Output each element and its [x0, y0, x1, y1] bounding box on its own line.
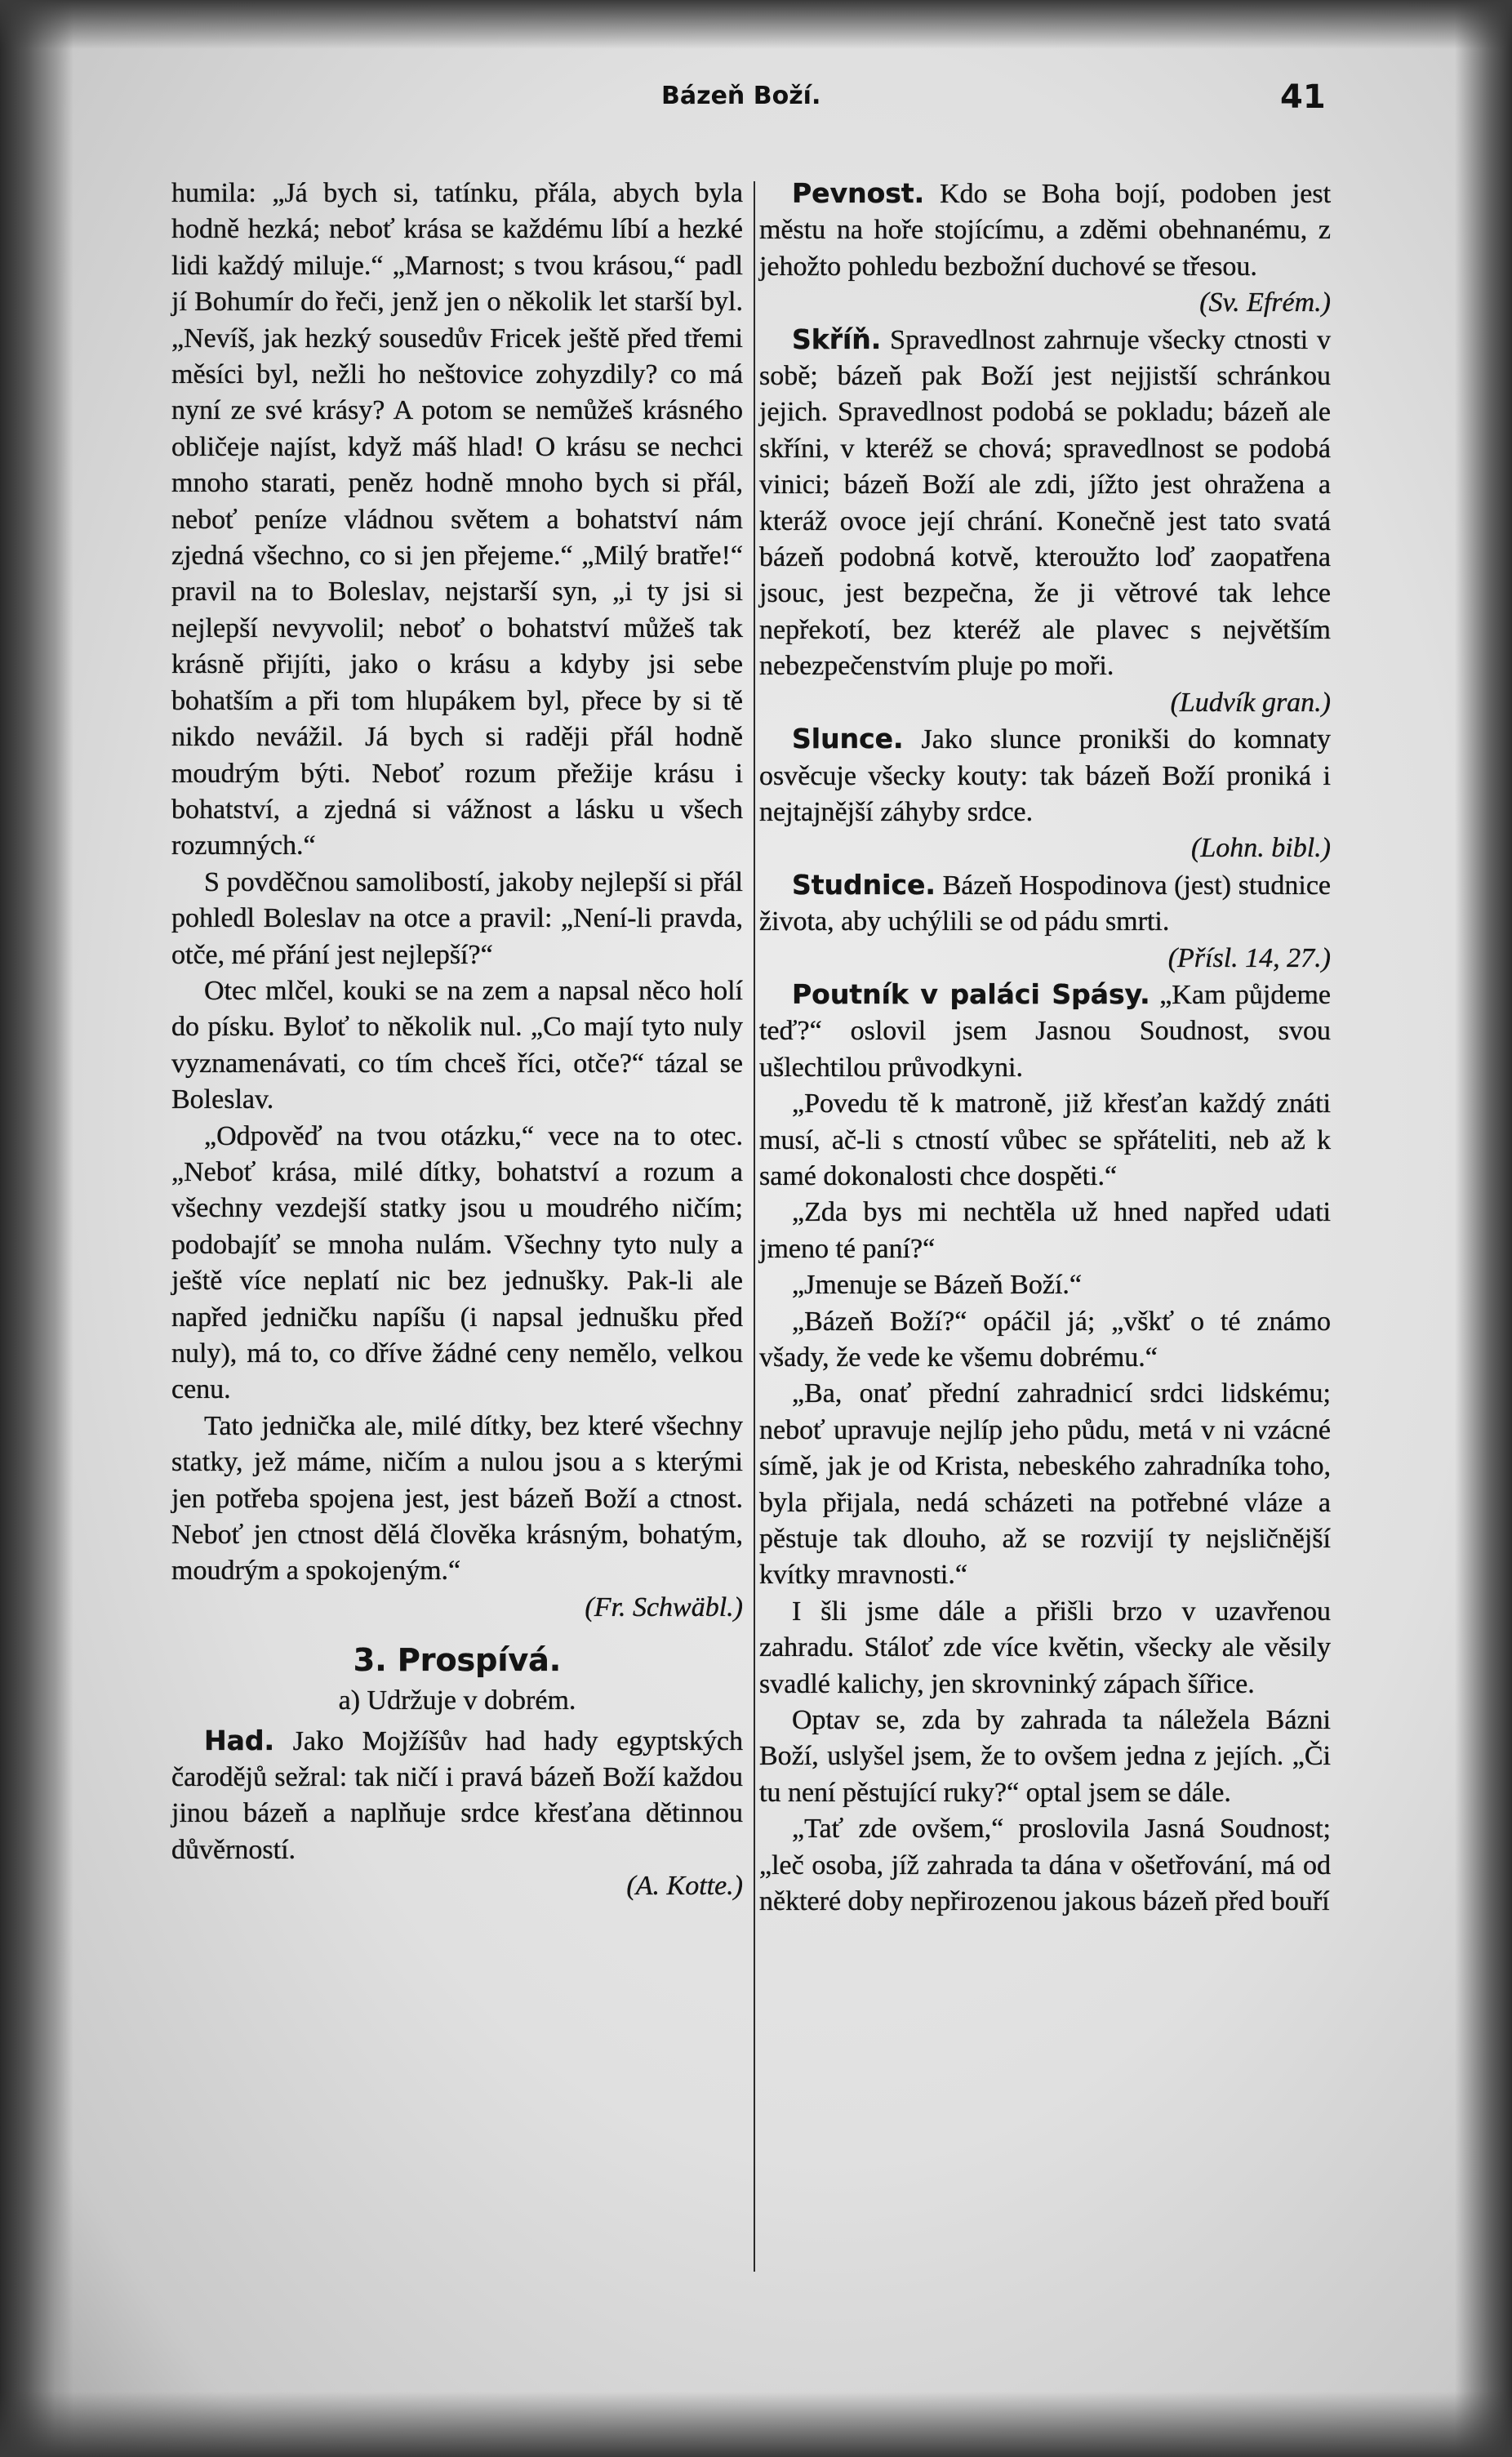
paragraph: S povděčnou samolibostí, jakoby nejlepší si přál pohledl Boleslav na otce a pravil: „Není-li pravda, otče, mé přání jest nejlepší?“: [171, 866, 743, 970]
source-citation: (Fr. Schwäbl.): [585, 1591, 743, 1622]
paragraph: „Ba, onať přední zahradnicí srdci lidskému; neboť upravuje nejlíp jeho půdu, metá v ni vzácné símě, jak je od Krista, nebeského zahradníka toho, byla přijala, nedá scházeti na potřebné vláze a pěstuje tak dlouho, až se rozvijí ty nejsličnější kvítky mravnosti.“: [759, 1378, 1331, 1591]
paragraph: „Povedu tě k matroně, již křesťan každý znáti musí, ač-li s ctností vůbec se spřáteliti, neb až k samé dokonalosti chce dospěti.“: [759, 1088, 1331, 1191]
source-citation: (A. Kotte.): [626, 1871, 743, 1902]
entry-keyword: Pevnost.: [792, 177, 925, 209]
entry-poutnik: [759, 977, 1331, 1086]
column-divider: [754, 181, 755, 2272]
bottom-shadow: [0, 2392, 1512, 2457]
paragraph: „Jmenuje se Bázeň Boží.“: [792, 1270, 1082, 1301]
entry-had: [171, 1723, 743, 1869]
entry-text: Jako Mojžíšův had hady egyptských čarodějů sežral: tak ničí i pravá bázeň Boží každou jinou bázeň a naplňuje srdce křesťana dětinnou důvěrností.: [171, 1725, 744, 1865]
right-shadow: [1455, 0, 1512, 2457]
source-citation: (Sv. Efrém.): [1199, 287, 1331, 318]
source-citation: (Přísl. 14, 27.): [1167, 942, 1331, 973]
paragraph: „Zda bys mi nechtěla už hned napřed udati jmeno té paní?“: [759, 1197, 1331, 1264]
entry-slunce: [759, 721, 1331, 830]
paragraph: Otec mlčel, kouki se na zem a napsal něco holí do písku. Byloť to několik nul. „Co mají tyto nuly vyznamenávati, co tím chceš říci, otče?“ tázal se Boleslav.: [171, 975, 743, 1115]
source-citation: (Lohn. bibl.): [1191, 833, 1331, 864]
entry-studnice: [759, 867, 1331, 941]
entry-text: Kdo se Boha bojí, podoben jest městu na hoře stojícímu, a zděmi obehnanému, z jehožto pohledu bezbožní duchové se třesou.: [759, 179, 1332, 282]
paragraph: Optav se, zda by zahrada ta náležela Bázni Boží, uslyšel jsem, že to ovšem jedna z jejích. „Či tu není pěstující ruky?“ optal jsem se dále.: [759, 1705, 1331, 1808]
entry-text: Bázeň Hospodinova (jest) studnice života, aby uchýlili se od pádu smrti.: [759, 870, 1332, 937]
section-title: 3. Prospívá.: [353, 1642, 562, 1679]
paragraph: „Bázeň Boží?“ opáčil já; „vškť o té známo všady, že vede ke všemu dobrému.“: [759, 1306, 1331, 1373]
left-shadow: [0, 0, 73, 2457]
paragraph: I šli jsme dále a přišli brzo v uzavřenou zahradu. Stáloť zde více květin, všecky ale věsily svadlé kalichy, jen skrovninký zápach šířice.: [759, 1596, 1331, 1699]
right-column: [759, 176, 1331, 1921]
paragraph: Tato jednička ale, milé dítky, bez které všechny statky, jež máme, ničím a nulou jsou a s kterými jen potřeba spojena jest, jest bázeň Boží a ctnost. Neboť jen ctnost dělá člověka krásným, bohatým, moudrým a spokojeným.“: [171, 1410, 743, 1587]
entry-keyword: Poutník v paláci Spásy.: [792, 977, 1150, 1010]
left-column: [171, 176, 743, 1905]
entry-text: Spravedlnost zahrnuje všecky ctnosti v sobě; bázeň pak Boží jest nejjistší schránkou jejich. Spravedlnost podobá se pokladu; bázeň ale skříni, v kteréž se chová; spravedlnost se podobá vinici; bázeň Boží ale zdi, jížto jest ohražena a kteráž ovoce její chrání. Konečně jest tato svatá bázeň podobná kotvě, kteroužto loď zaopatřena jsouc, jest bezpečna, že ji větrové tak lehce nepřekotí, bez kteréž ale plavec s největším nebezpečenstvím pluje po moři.: [759, 324, 1332, 682]
entry-pevnost: [759, 176, 1331, 285]
running-head: Bázeň Boží.: [661, 82, 821, 110]
entry-text: Jako slunce pronikši do komnaty osvěcuje všecky kouty: tak bázeň Boží proniká i nejtajnější záhyby srdce.: [759, 724, 1331, 827]
entry-keyword: Studnice.: [792, 868, 936, 901]
paragraph: „Tať zde ovšem,“ proslovila Jasná Soudnost; „leč osoba, jíž zahrada ta dána v ošetřování, má od některé doby nepřirozenou jakous bázeň před bouří: [759, 1814, 1331, 1917]
paragraph: humila: „Já bych si, tatínku, přála, abych byla hodně hezká; neboť krása se každému líbí a hezké lidi každý miluje.“ „Marnost; s tvou krásou,“ padl jí Bohumír do řeči, jenž jen o několik let starší byl. „Nevíš, jak hezký sousedův Fricek ještě před třemi měsíci byl, nežli ho neštovice zohyzdily? co má nyní ze své krásy? A potom se nemůžeš krásného obličeje najíst, když máš hlad! O krásu se nechci mnoho starati, peněz hodně mnoho bych si přál, neboť peníze vládnou světem a bohatství nám zjedná všechno, co si jen přejeme.“ „Milý bratře!“ pravil na to Boleslav, nejstarší syn, „i ty jsi si nejlepší nevyvolil; neboť o bohatství můžeš tak krásně přijíti, jako o krásu a kdyby jsi sebe bohatším a při tom hlupákem byl, přece by si tě nikdo nevážil. Já bych si raději přál hodně moudrým býti. Neboť rozum přežije krásu i bohatství, a zjedná si vážnost a lásku u všech rozumných.“: [171, 178, 743, 861]
entry-keyword: Slunce.: [792, 723, 904, 755]
page-number: 41: [1280, 78, 1326, 116]
entry-skrin: [759, 322, 1331, 685]
paragraph: „Odpověď na tvou otázku,“ vece na to otec. „Neboť krása, milé dítky, bohatství a rozum a všechny vezdejší statky jsou u moudrého ničím; podobajíť se mnoha nulám. Všechny tyto nuly a ještě více neplatí nic bez jednušky. Pak-li ale napřed jedničku napíšu (i napsal jednušku před nuly), má to, co dříve žádné ceny nemělo, velkou cenu.: [171, 1120, 743, 1405]
subsection-title: a) Udržuje v dobrém.: [338, 1685, 576, 1716]
entry-keyword: Had.: [204, 1724, 275, 1756]
source-citation: (Ludvík gran.): [1170, 687, 1331, 718]
entry-keyword: Skříň.: [792, 323, 882, 355]
entry-text: „Kam půjdeme teď?“ oslovil jsem Jasnou Soudnost, svou ušlechtilou průvodkyni.: [759, 979, 1332, 1083]
top-shadow: [0, 0, 1512, 49]
